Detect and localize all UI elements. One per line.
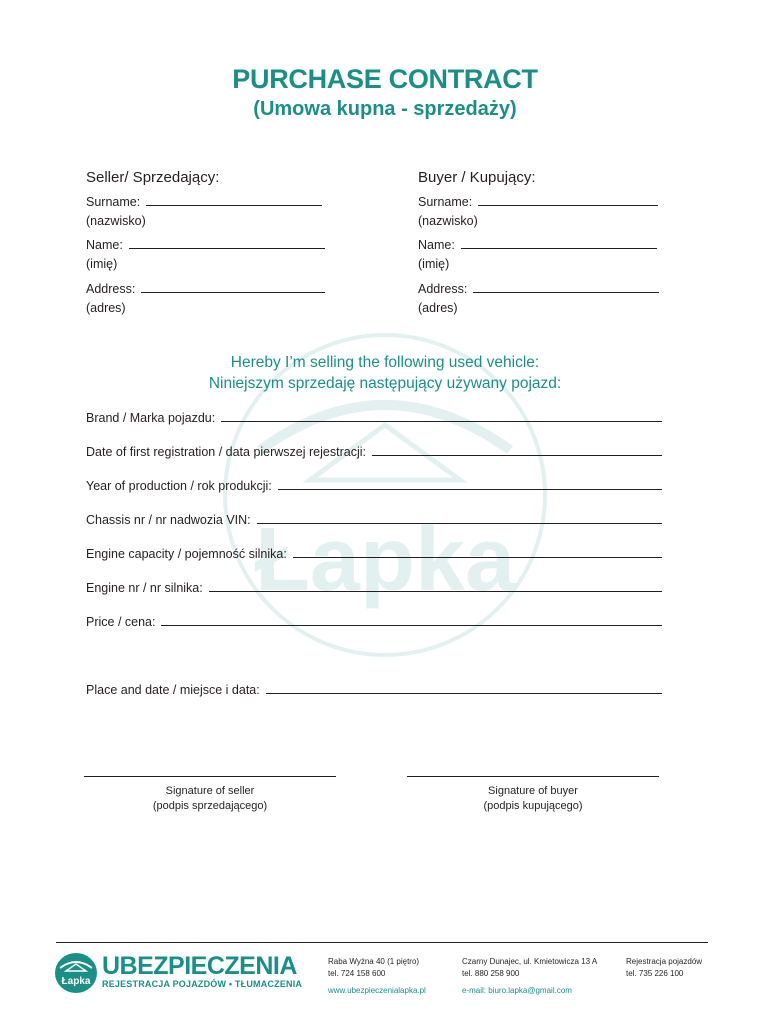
buyer-address-label: Address:: [418, 282, 468, 296]
buyer-surname-field[interactable]: [418, 193, 658, 231]
document-subtitle: (Umowa kupna - sprzedaży): [253, 98, 517, 120]
vehicle-price-label: Price / cena:: [86, 615, 156, 629]
vehicle-registration-line[interactable]: [372, 445, 662, 456]
footer-col3-phone: tel. 735 226 100: [626, 968, 684, 978]
vehicle-brand-line[interactable]: [221, 411, 662, 422]
buyer-name-label: Name:: [418, 238, 455, 252]
buyer-name-line[interactable]: [461, 247, 657, 249]
seller-name-label: Name:: [86, 238, 123, 252]
vehicle-engine-nr-line[interactable]: [209, 581, 662, 592]
seller-name-sub: (imię): [86, 257, 118, 271]
buyer-name-sub: (imię): [418, 257, 450, 271]
vehicle-heading-pl: Niniejszym sprzedaję następujący używany pojazd:: [208, 375, 562, 392]
footer-email-link[interactable]: e-mail: biuro.lapka@gmail.com: [462, 986, 572, 995]
vehicle-vin-field[interactable]: [86, 513, 662, 527]
footer-col3-label: Rejestracja pojazdów: [626, 957, 703, 966]
vehicle-engine-nr-label: Engine nr / nr silnika:: [86, 581, 203, 595]
vehicle-engine-nr-field[interactable]: [86, 581, 662, 595]
seller-address-field[interactable]: [86, 280, 325, 318]
buyer-surname-sub: (nazwisko): [418, 214, 478, 228]
footer-logo-subtitle: REJESTRACJA POJAZDÓW • TŁUMACZENIA: [102, 979, 303, 989]
vehicle-heading-en: Hereby I’m selling the following used vehicle:: [230, 354, 540, 371]
seller-address-line[interactable]: [141, 291, 325, 293]
vehicle-brand-field[interactable]: [86, 411, 662, 425]
vehicle-year-label: Year of production / rok produkcji:: [86, 479, 272, 493]
vehicle-registration-label: Date of first registration / data pierwszej rejestracji:: [86, 445, 366, 459]
footer-col-registration: [626, 956, 702, 979]
seller-address-sub: (adres): [86, 301, 126, 315]
lapka-logo-icon: [54, 952, 98, 994]
vehicle-registration-field[interactable]: [86, 445, 662, 459]
vehicle-engine-capacity-label: Engine capacity / pojemność silnika:: [86, 547, 287, 561]
watermark-text: Łapka: [254, 510, 516, 610]
footer-logo-title: UBEZPIECZENIA: [102, 952, 297, 980]
vehicle-year-field[interactable]: [86, 479, 662, 493]
place-date-field[interactable]: [86, 683, 662, 697]
seller-signature-caption: [84, 784, 336, 814]
footer-col-czarny-dunajec: [462, 956, 597, 997]
vehicle-vin-line[interactable]: [257, 513, 662, 524]
lapka-logo-badge-text: Łapka: [61, 976, 91, 987]
buyer-surname-label: Surname:: [418, 195, 473, 209]
seller-name-line[interactable]: [129, 247, 325, 249]
footer-website-link[interactable]: www.ubezpieczenialapka.pl: [328, 986, 426, 995]
vehicle-vin-label: Chassis nr / nr nadwozia VIN:: [86, 513, 251, 527]
buyer-name-field[interactable]: [418, 236, 657, 274]
seller-surname-label: Surname:: [86, 195, 141, 209]
buyer-signature-caption: [407, 784, 659, 814]
footer-col2-phone: tel. 880 258 900: [462, 968, 520, 978]
vehicle-price-line[interactable]: [161, 615, 662, 626]
buyer-signature-sublabel: (podpis kupującego): [483, 800, 583, 812]
seller-signature-sublabel: (podpis sprzedającego): [152, 800, 268, 812]
seller-name-field[interactable]: [86, 236, 325, 274]
seller-heading: Seller/ Sprzedający:: [86, 169, 220, 186]
footer-col1-phone: tel. 724 158 600: [328, 968, 386, 978]
footer-col2-address: Czarny Dunajec, ul. Kmietowicza 13 A: [462, 957, 598, 966]
buyer-surname-line[interactable]: [478, 204, 658, 206]
seller-signature-label: Signature of seller: [165, 785, 255, 797]
vehicle-engine-capacity-line[interactable]: [293, 547, 662, 558]
document-title: PURCHASE CONTRACT: [232, 64, 538, 94]
buyer-address-sub: (adres): [418, 301, 458, 315]
footer-divider: [56, 942, 708, 943]
seller-surname-sub: (nazwisko): [86, 214, 146, 228]
buyer-heading: Buyer / Kupujący:: [418, 169, 536, 186]
seller-surname-field[interactable]: [86, 193, 322, 231]
seller-address-label: Address:: [86, 282, 136, 296]
footer-col-raba: [328, 956, 426, 997]
buyer-address-field[interactable]: [418, 280, 659, 318]
vehicle-engine-capacity-field[interactable]: [86, 547, 662, 561]
vehicle-price-field[interactable]: [86, 615, 662, 629]
place-date-label: Place and date / miejsce i data:: [86, 683, 260, 697]
footer-col1-address: Raba Wyżna 40 (1 piętro): [328, 957, 420, 966]
vehicle-year-line[interactable]: [278, 479, 662, 490]
vehicle-brand-label: Brand / Marka pojazdu:: [86, 411, 216, 425]
buyer-signature-label: Signature of buyer: [488, 785, 578, 797]
buyer-address-line[interactable]: [473, 291, 659, 293]
seller-signature-line[interactable]: [84, 776, 336, 777]
buyer-signature-line[interactable]: [407, 776, 659, 777]
place-date-line[interactable]: [266, 683, 662, 694]
seller-surname-line[interactable]: [146, 204, 322, 206]
